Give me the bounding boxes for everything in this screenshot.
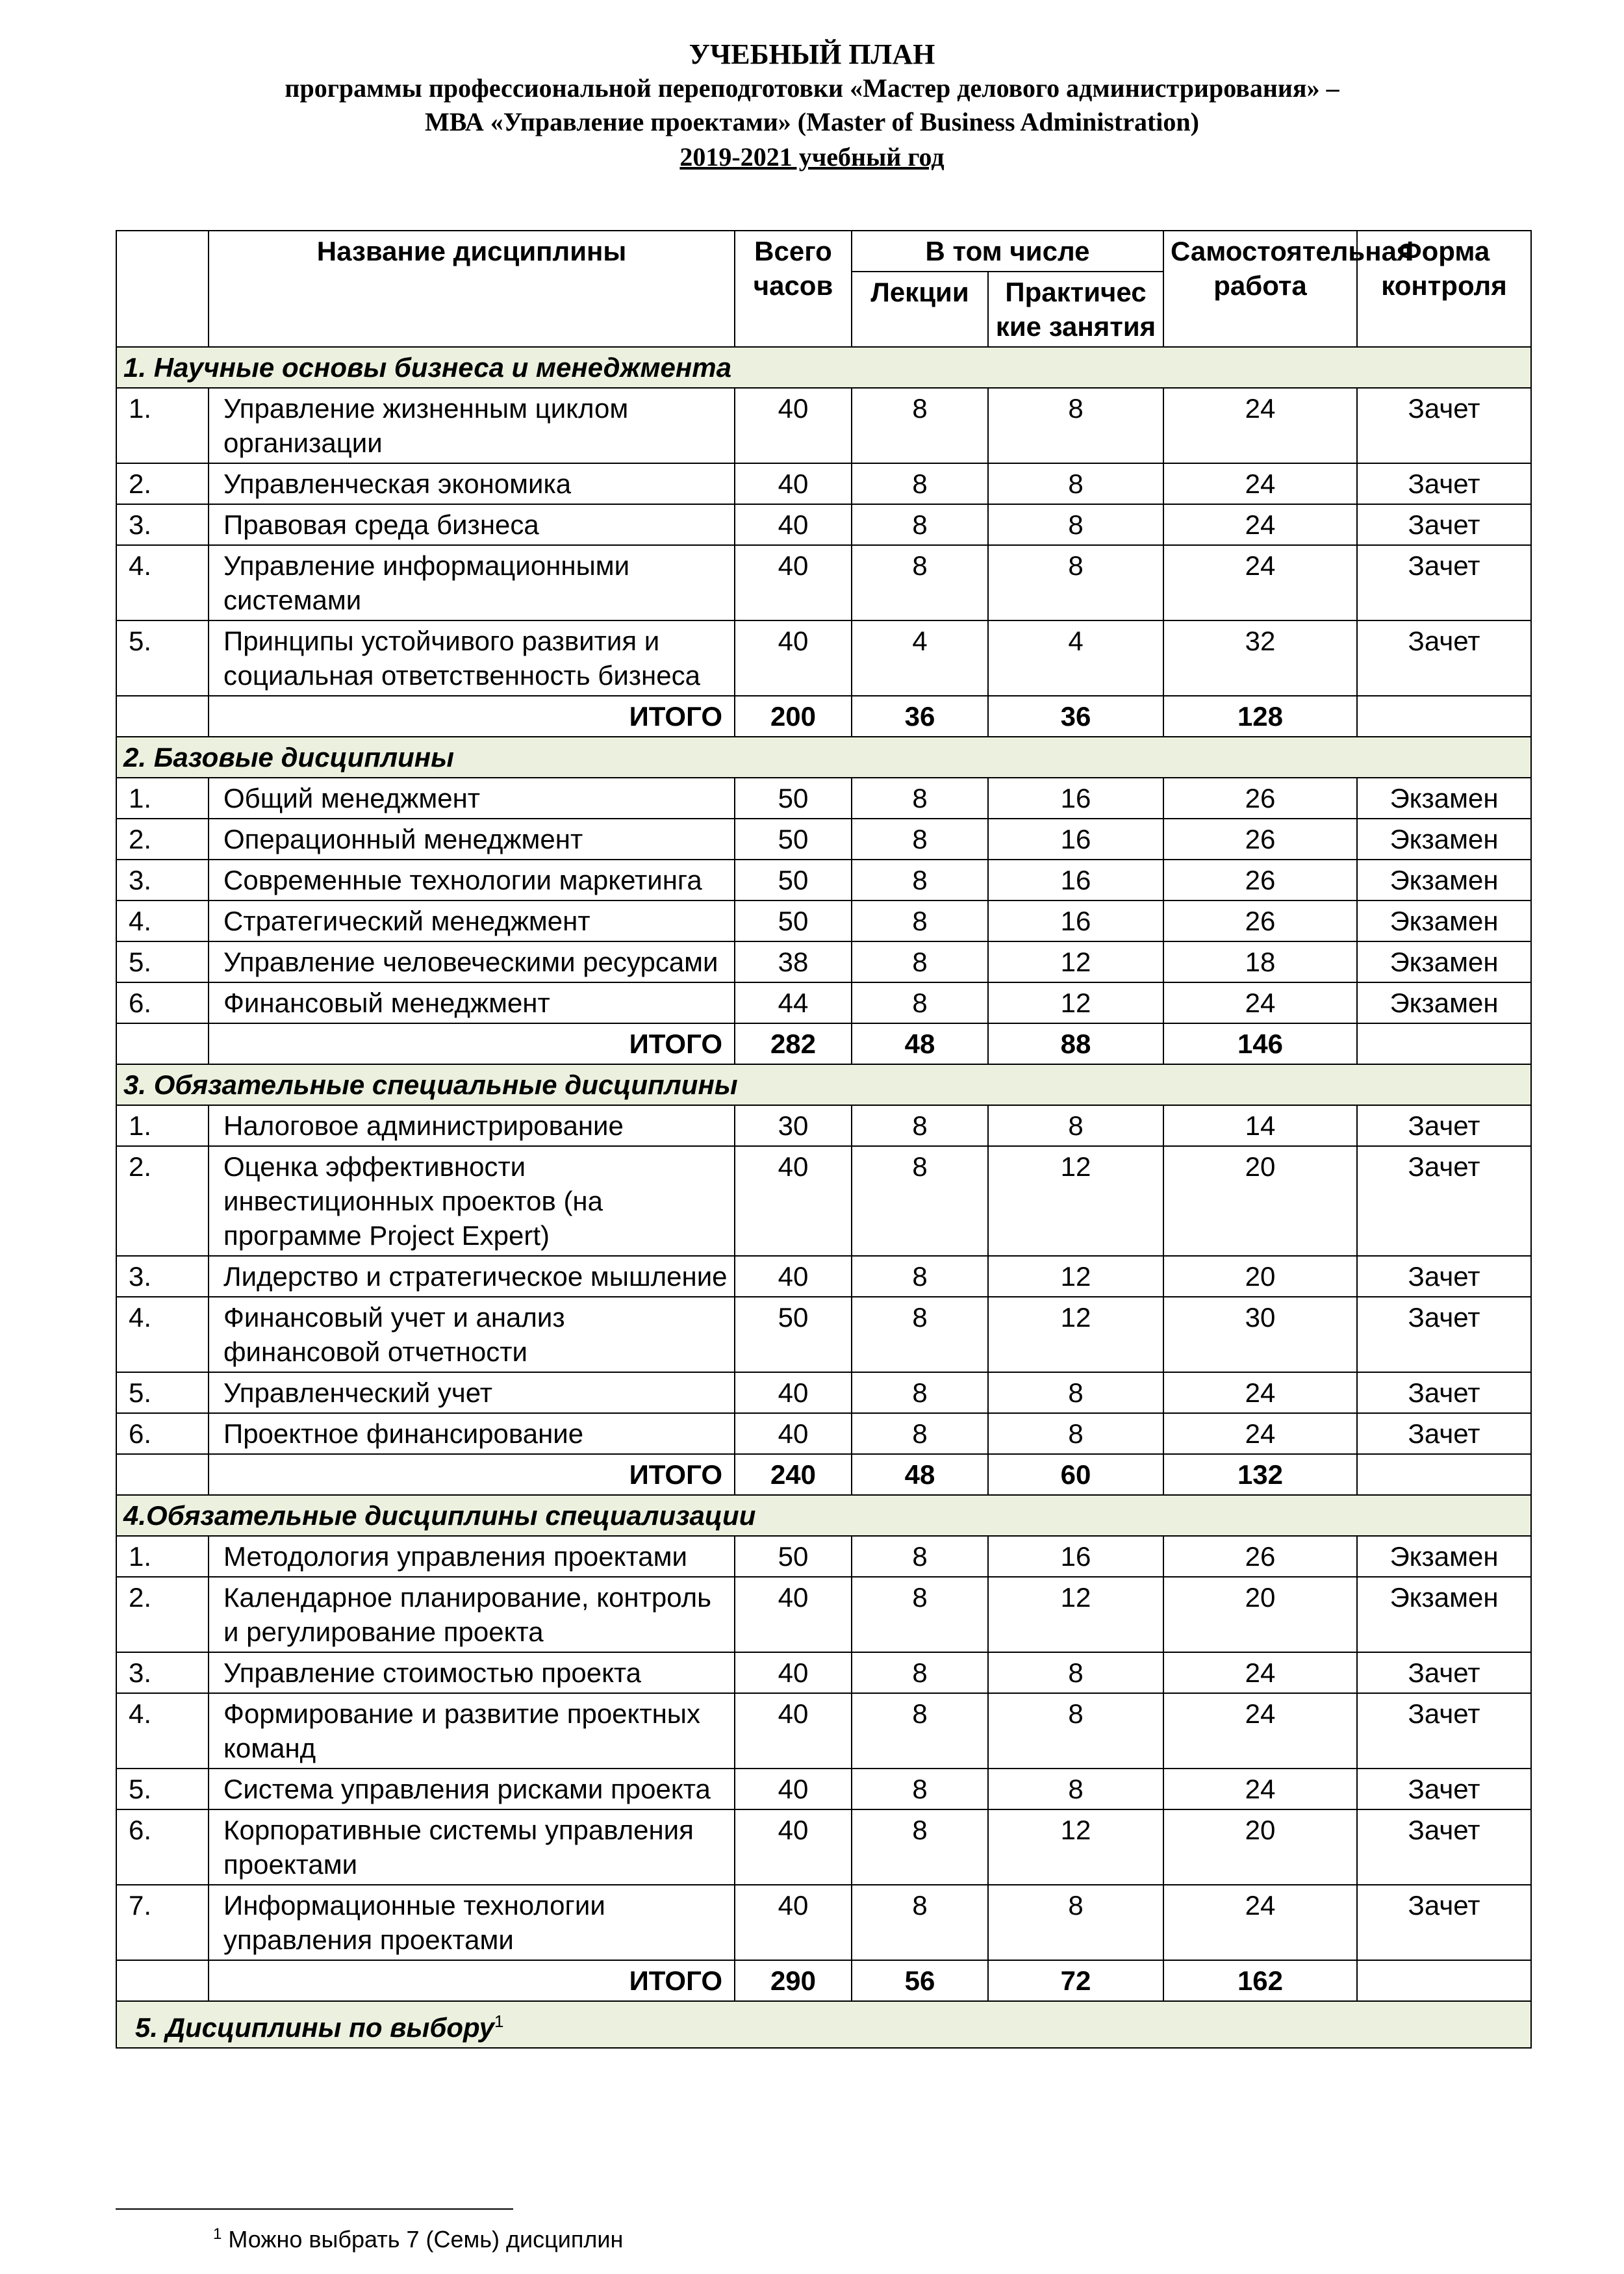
control-form: Зачет: [1357, 1885, 1531, 1960]
control-form: Зачет: [1357, 620, 1531, 696]
discipline-name: Управление информационными системами: [209, 545, 735, 620]
curriculum-table: [116, 230, 1532, 2049]
row-number: 5.: [116, 1769, 209, 1809]
table-row: [116, 901, 1531, 941]
row-number: 4.: [116, 1693, 209, 1769]
totals-self: 146: [1163, 1023, 1357, 1064]
row-number: 6.: [116, 1413, 209, 1454]
lecture-hours: 8: [852, 1577, 988, 1652]
header-total: Всего часов: [735, 231, 852, 347]
lecture-hours: 8: [852, 1652, 988, 1693]
discipline-name: Управление человеческими ресурсами: [209, 941, 735, 982]
total-hours: 40: [735, 504, 852, 545]
control-form: Экзамен: [1357, 901, 1531, 941]
section-row: [116, 347, 1531, 388]
totals-form: [1357, 1960, 1531, 2001]
practice-hours: 16: [988, 1536, 1163, 1577]
totals-lectures: 48: [852, 1454, 988, 1495]
totals-self: 162: [1163, 1960, 1357, 2001]
lecture-hours: 8: [852, 819, 988, 860]
practice-hours: 16: [988, 819, 1163, 860]
totals-label: ИТОГО: [209, 1023, 735, 1064]
self-study-hours: 20: [1163, 1809, 1357, 1885]
practice-hours: 8: [988, 1105, 1163, 1146]
totals-empty: [116, 696, 209, 737]
discipline-name: Управленческий учет: [209, 1372, 735, 1413]
table-row: [116, 388, 1531, 463]
totals-practice: 60: [988, 1454, 1163, 1495]
table-body: [116, 347, 1531, 2048]
control-form: Зачет: [1357, 463, 1531, 504]
lecture-hours: 8: [852, 1885, 988, 1960]
lecture-hours: 8: [852, 388, 988, 463]
discipline-name: Общий менеджмент: [209, 778, 735, 819]
self-study-hours: 14: [1163, 1105, 1357, 1146]
practice-hours: 16: [988, 901, 1163, 941]
control-form: Экзамен: [1357, 778, 1531, 819]
lecture-hours: 8: [852, 1536, 988, 1577]
control-form: Зачет: [1357, 545, 1531, 620]
totals-total: 240: [735, 1454, 852, 1495]
lecture-hours: 4: [852, 620, 988, 696]
self-study-hours: 20: [1163, 1577, 1357, 1652]
control-form: Зачет: [1357, 1693, 1531, 1769]
table-row: [116, 620, 1531, 696]
row-number: 1.: [116, 1536, 209, 1577]
self-study-hours: 26: [1163, 860, 1357, 901]
discipline-name: Управление жизненным циклом организации: [209, 388, 735, 463]
totals-row: [116, 696, 1531, 737]
total-hours: 44: [735, 982, 852, 1023]
totals-form: [1357, 1454, 1531, 1495]
discipline-name: Финансовый менеджмент: [209, 982, 735, 1023]
discipline-name: Принципы устойчивого развития и социальная ответственность бизнеса: [209, 620, 735, 696]
row-number: 5.: [116, 941, 209, 982]
header-form: Форма контроля: [1357, 231, 1531, 347]
totals-label: ИТОГО: [209, 1454, 735, 1495]
total-hours: 40: [735, 1413, 852, 1454]
header-self: Самостоятельная работа: [1163, 231, 1357, 347]
self-study-hours: 24: [1163, 545, 1357, 620]
row-number: 5.: [116, 620, 209, 696]
self-study-hours: 24: [1163, 388, 1357, 463]
row-number: 2.: [116, 1146, 209, 1256]
totals-self: 128: [1163, 696, 1357, 737]
practice-hours: 12: [988, 1146, 1163, 1256]
row-number: 3.: [116, 504, 209, 545]
totals-practice: 88: [988, 1023, 1163, 1064]
self-study-hours: 26: [1163, 1536, 1357, 1577]
self-study-hours: 24: [1163, 1652, 1357, 1693]
table-row: [116, 778, 1531, 819]
header-including: В том числе: [852, 231, 1163, 272]
discipline-name: Стратегический менеджмент: [209, 901, 735, 941]
total-hours: 40: [735, 1652, 852, 1693]
total-hours: 50: [735, 1536, 852, 1577]
self-study-hours: 26: [1163, 819, 1357, 860]
lecture-hours: 8: [852, 1372, 988, 1413]
section-title: 3. Обязательные специальные дисциплины: [116, 1064, 1531, 1105]
table-row: [116, 1256, 1531, 1297]
self-study-hours: 24: [1163, 1413, 1357, 1454]
footnote-mark: 1: [213, 2225, 222, 2243]
totals-empty: [116, 1023, 209, 1064]
header-practice: Практичес кие занятия: [988, 272, 1163, 347]
self-study-hours: 18: [1163, 941, 1357, 982]
control-form: Экзамен: [1357, 1536, 1531, 1577]
row-number: 3.: [116, 1256, 209, 1297]
section-row: [116, 1495, 1531, 1536]
control-form: Зачет: [1357, 1105, 1531, 1146]
discipline-name: Правовая среда бизнеса: [209, 504, 735, 545]
lecture-hours: 8: [852, 941, 988, 982]
footnote-divider: [116, 2208, 513, 2210]
totals-label: ИТОГО: [209, 1960, 735, 2001]
practice-hours: 8: [988, 463, 1163, 504]
totals-practice: 36: [988, 696, 1163, 737]
self-study-hours: 26: [1163, 778, 1357, 819]
row-number: 5.: [116, 1372, 209, 1413]
totals-empty: [116, 1960, 209, 2001]
table-row: [116, 1536, 1531, 1577]
discipline-name: Лидерство и стратегическое мышление: [209, 1256, 735, 1297]
practice-hours: 12: [988, 982, 1163, 1023]
practice-hours: 8: [988, 504, 1163, 545]
row-number: 2.: [116, 1577, 209, 1652]
lecture-hours: 8: [852, 504, 988, 545]
row-number: 2.: [116, 463, 209, 504]
section-row: [116, 2001, 1531, 2048]
lecture-hours: 8: [852, 1297, 988, 1372]
practice-hours: 8: [988, 1693, 1163, 1769]
totals-row: [116, 1023, 1531, 1064]
practice-hours: 8: [988, 1372, 1163, 1413]
total-hours: 40: [735, 1885, 852, 1960]
lecture-hours: 8: [852, 545, 988, 620]
table-row: [116, 1769, 1531, 1809]
totals-total: 290: [735, 1960, 852, 2001]
lecture-hours: 8: [852, 1413, 988, 1454]
total-hours: 40: [735, 463, 852, 504]
row-number: 3.: [116, 860, 209, 901]
totals-row: [116, 1454, 1531, 1495]
self-study-hours: 24: [1163, 1769, 1357, 1809]
total-hours: 50: [735, 778, 852, 819]
discipline-name: Система управления рисками проекта: [209, 1769, 735, 1809]
control-form: Зачет: [1357, 1297, 1531, 1372]
control-form: Экзамен: [1357, 982, 1531, 1023]
discipline-name: Управленческая экономика: [209, 463, 735, 504]
self-study-hours: 24: [1163, 1693, 1357, 1769]
table-row: [116, 1146, 1531, 1256]
header-lectures: Лекции: [852, 272, 988, 347]
totals-total: 200: [735, 696, 852, 737]
control-form: Зачет: [1357, 1256, 1531, 1297]
self-study-hours: 30: [1163, 1297, 1357, 1372]
control-form: Зачет: [1357, 1652, 1531, 1693]
practice-hours: 8: [988, 545, 1163, 620]
practice-hours: 12: [988, 1809, 1163, 1885]
practice-hours: 4: [988, 620, 1163, 696]
academic-year: 2019-2021 учебный год: [679, 142, 945, 172]
discipline-name: Проектное финансирование: [209, 1413, 735, 1454]
discipline-name: Налоговое администрирование: [209, 1105, 735, 1146]
practice-hours: 12: [988, 1577, 1163, 1652]
practice-hours: 16: [988, 778, 1163, 819]
table-row: [116, 1372, 1531, 1413]
self-study-hours: 26: [1163, 901, 1357, 941]
totals-form: [1357, 696, 1531, 737]
discipline-name: Корпоративные системы управления проектами: [209, 1809, 735, 1885]
row-number: 1.: [116, 1105, 209, 1146]
table-row: [116, 1885, 1531, 1960]
lecture-hours: 8: [852, 1693, 988, 1769]
table-row: [116, 860, 1531, 901]
self-study-hours: 20: [1163, 1256, 1357, 1297]
self-study-hours: 24: [1163, 982, 1357, 1023]
table-row: [116, 545, 1531, 620]
totals-lectures: 36: [852, 696, 988, 737]
lecture-hours: 8: [852, 901, 988, 941]
table-row: [116, 941, 1531, 982]
totals-self: 132: [1163, 1454, 1357, 1495]
total-hours: 40: [735, 388, 852, 463]
discipline-name: Информационные технологии управления проектами: [209, 1885, 735, 1960]
table-row: [116, 1297, 1531, 1372]
control-form: Зачет: [1357, 1372, 1531, 1413]
table-row: [116, 1577, 1531, 1652]
table-row: [116, 463, 1531, 504]
self-study-hours: 24: [1163, 463, 1357, 504]
control-form: Экзамен: [1357, 819, 1531, 860]
practice-hours: 8: [988, 1413, 1163, 1454]
lecture-hours: 8: [852, 778, 988, 819]
header-num: [116, 231, 209, 347]
lecture-hours: 8: [852, 982, 988, 1023]
practice-hours: 8: [988, 1769, 1163, 1809]
section-5-title: 5. Дисциплины по выбору: [135, 2012, 494, 2043]
self-study-hours: 24: [1163, 1372, 1357, 1413]
control-form: Зачет: [1357, 388, 1531, 463]
totals-row: [116, 1960, 1531, 2001]
practice-hours: 8: [988, 1652, 1163, 1693]
section-row: [116, 1064, 1531, 1105]
practice-hours: 12: [988, 1256, 1163, 1297]
discipline-name: Современные технологии маркетинга: [209, 860, 735, 901]
total-hours: 50: [735, 1297, 852, 1372]
control-form: Зачет: [1357, 1809, 1531, 1885]
practice-hours: 16: [988, 860, 1163, 901]
row-number: 4.: [116, 1297, 209, 1372]
section-5: [116, 2001, 1531, 2048]
discipline-name: Оценка эффективности инвестиционных проектов (на программе Project Expert): [209, 1146, 735, 1256]
total-hours: 40: [735, 1372, 852, 1413]
row-number: 6.: [116, 982, 209, 1023]
total-hours: 40: [735, 1693, 852, 1769]
row-number: 4.: [116, 901, 209, 941]
program-name: МВА «Управление проектами» (Master of Business Administration): [425, 107, 1199, 136]
discipline-name: Операционный менеджмент: [209, 819, 735, 860]
discipline-name: Календарное планирование, контроль и регулирование проекта: [209, 1577, 735, 1652]
discipline-name: Управление стоимостью проекта: [209, 1652, 735, 1693]
row-number: 1.: [116, 388, 209, 463]
lecture-hours: 8: [852, 463, 988, 504]
program-subtitle: программы профессиональной переподготовки «Мастер делового администрирования» –: [285, 73, 1339, 103]
header-name: Название дисциплины: [209, 231, 735, 347]
self-study-hours: 20: [1163, 1146, 1357, 1256]
practice-hours: 8: [988, 388, 1163, 463]
document-title: УЧЕБНЫЙ ПЛАН: [689, 38, 935, 70]
practice-hours: 12: [988, 941, 1163, 982]
control-form: Экзамен: [1357, 941, 1531, 982]
section-row: [116, 737, 1531, 778]
section-title: 1. Научные основы бизнеса и менеджмента: [116, 347, 1531, 388]
lecture-hours: 8: [852, 860, 988, 901]
discipline-name: Методология управления проектами: [209, 1536, 735, 1577]
totals-total: 282: [735, 1023, 852, 1064]
totals-lectures: 56: [852, 1960, 988, 2001]
totals-form: [1357, 1023, 1531, 1064]
row-number: 2.: [116, 819, 209, 860]
lecture-hours: 8: [852, 1146, 988, 1256]
total-hours: 30: [735, 1105, 852, 1146]
self-study-hours: 24: [1163, 504, 1357, 545]
practice-hours: 8: [988, 1885, 1163, 1960]
lecture-hours: 8: [852, 1769, 988, 1809]
table-row: [116, 819, 1531, 860]
section-title: 2. Базовые дисциплины: [116, 737, 1531, 778]
section-title: 4.Обязательные дисциплины специализации: [116, 1495, 1531, 1536]
control-form: Экзамен: [1357, 1577, 1531, 1652]
practice-hours: 12: [988, 1297, 1163, 1372]
row-number: 4.: [116, 545, 209, 620]
footnote: [213, 2225, 623, 2253]
total-hours: 50: [735, 819, 852, 860]
table-row: [116, 1693, 1531, 1769]
control-form: Зачет: [1357, 1413, 1531, 1454]
totals-practice: 72: [988, 1960, 1163, 2001]
self-study-hours: 32: [1163, 620, 1357, 696]
footnote-ref: 1: [494, 2012, 504, 2031]
total-hours: 40: [735, 1577, 852, 1652]
total-hours: 40: [735, 1146, 852, 1256]
lecture-hours: 8: [852, 1256, 988, 1297]
lecture-hours: 8: [852, 1809, 988, 1885]
control-form: Зачет: [1357, 1769, 1531, 1809]
total-hours: 40: [735, 1256, 852, 1297]
totals-lectures: 48: [852, 1023, 988, 1064]
total-hours: 40: [735, 1809, 852, 1885]
table-row: [116, 1809, 1531, 1885]
row-number: 1.: [116, 778, 209, 819]
table-row: [116, 982, 1531, 1023]
table-row: [116, 1413, 1531, 1454]
totals-label: ИТОГО: [209, 696, 735, 737]
row-number: 7.: [116, 1885, 209, 1960]
table-row: [116, 504, 1531, 545]
total-hours: 40: [735, 1769, 852, 1809]
table-row: [116, 1105, 1531, 1146]
total-hours: 40: [735, 620, 852, 696]
discipline-name: Формирование и развитие проектных команд: [209, 1693, 735, 1769]
totals-empty: [116, 1454, 209, 1495]
header-row: [116, 231, 1531, 272]
self-study-hours: 24: [1163, 1885, 1357, 1960]
control-form: Зачет: [1357, 1146, 1531, 1256]
row-number: 6.: [116, 1809, 209, 1885]
lecture-hours: 8: [852, 1105, 988, 1146]
total-hours: 38: [735, 941, 852, 982]
control-form: Экзамен: [1357, 860, 1531, 901]
row-number: 3.: [116, 1652, 209, 1693]
total-hours: 50: [735, 860, 852, 901]
total-hours: 40: [735, 545, 852, 620]
table-row: [116, 1652, 1531, 1693]
control-form: Зачет: [1357, 504, 1531, 545]
discipline-name: Финансовый учет и анализ финансовой отчетности: [209, 1297, 735, 1372]
footnote-text: Можно выбрать 7 (Семь) дисциплин: [228, 2226, 624, 2253]
total-hours: 50: [735, 901, 852, 941]
